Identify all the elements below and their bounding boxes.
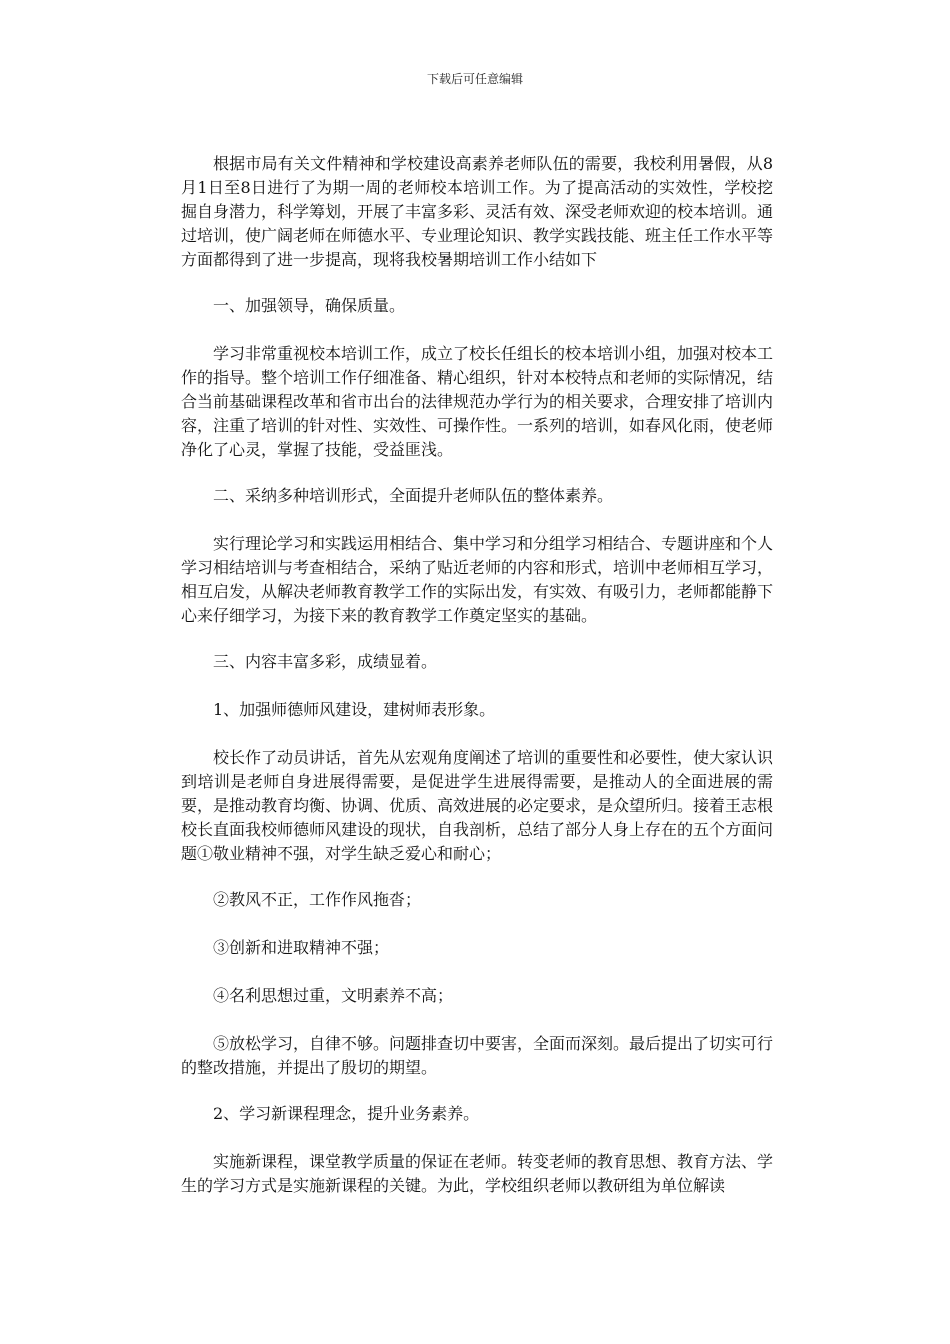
section-heading-1: 一、加强领导，确保质量。 <box>213 296 406 315</box>
list-item-5: ⑤放松学习，自律不够。问题排查切中要害，全面而深刻。最后提出了切实可行的整改措施，并提出了殷切的期望。 <box>181 1034 774 1077</box>
list-item-3: ③创新和进取精神不强； <box>213 938 390 957</box>
paragraph-ethics: 校长作了动员讲话，首先从宏观角度阐述了培训的重要性和必要性，使大家认识到培训是老师自身进展得需要，是促进学生进展得需要，是推动人的全面进展的需要，是推动教育均衡、协调、优质、高效进展的必定要求，是众望所归。接着王志根校长直面我校师德师风建设的现状，自我剖析，总结了部分人身上存在的五个方面问题①敬业精神不强，对学生缺乏爱心和耐心； <box>181 748 774 863</box>
paragraph-intro: 根据市局有关文件精神和学校建设高素养老师队伍的需要，我校利用暑假，从8月1日至8日进行了为期一周的老师校本培训工作。为了提高活动的实效性，学校挖掘自身潜力，科学筹划，开展了丰富多彩、灵活有效、深受老师欢迎的校本培训。通过培训，使广阔老师在师德水平、专业理论知识、教学实践技能、班主任工作水平等方面都得到了进一步提高，现将我校暑期培训工作小结如下 <box>181 154 774 269</box>
page-header: 下载后可任意编辑 <box>426 72 523 86</box>
section-heading-2: 二、采纳多种培训形式，全面提升老师队伍的整体素养。 <box>213 486 614 505</box>
list-item-2: ②教风不正，工作作风拖沓； <box>213 890 422 909</box>
paragraph-new-curriculum: 实施新课程，课堂教学质量的保证在老师。转变老师的教育思想、教育方法、学生的学习方式是实施新课程的关键。为此，学校组织老师以教研组为单位解读 <box>181 1152 774 1195</box>
paragraph-training-forms: 实行理论学习和实践运用相结合、集中学习和分组学习相结合、专题讲座和个人学习相结培训与考查相结合，采纳了贴近老师的内容和形式，培训中老师相互学习，相互启发，从解决老师教育教学工作的实际出发，有实效、有吸引力，老师都能静下心来仔细学习，为接下来的教育教学工作奠定坚实的基础。 <box>181 534 774 625</box>
paragraph-leadership: 学习非常重视校本培训工作，成立了校长任组长的校本培训小组，加强对校本工作的指导。整个培训工作仔细准备、精心组织，针对本校特点和老师的实际情况，结合当前基础课程改革和省市出台的法律规范办学行为的相关要求，合理安排了培训内容，注重了培训的针对性、实效性、可操作性。一系列的培训，如春风化雨，使老师净化了心灵，掌握了技能，受益匪浅。 <box>181 344 774 459</box>
list-item-4: ④名利思想过重，文明素养不高； <box>213 986 454 1005</box>
subsection-heading-2: 2、学习新课程理念，提升业务素养。 <box>213 1104 480 1123</box>
document-body <box>181 152 773 1220</box>
subsection-heading-1: 1、加强师德师风建设，建树师表形象。 <box>213 700 496 719</box>
section-heading-3: 三、内容丰富多彩，成绩显着。 <box>213 652 438 671</box>
